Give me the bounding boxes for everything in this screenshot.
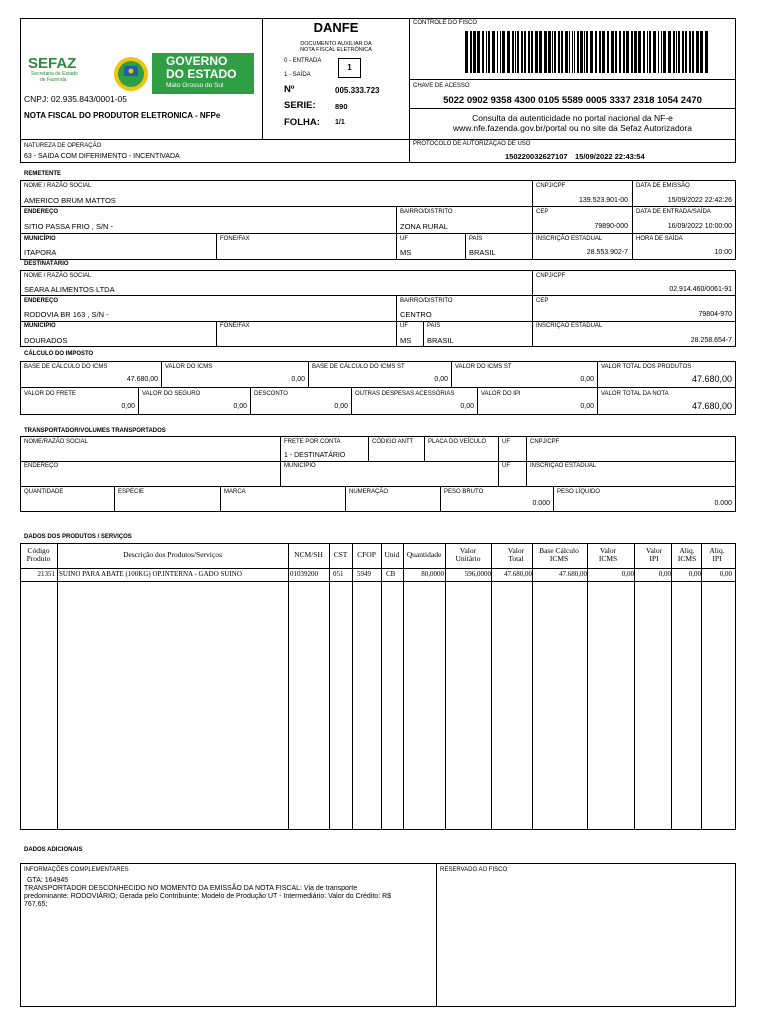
info-line-3: predominante: RODOVIÁRIO; Gerada pelo Contribuinte: Modelo de Produção UT - Intermediário: Valor do Crédito: R$ bbox=[24, 893, 392, 900]
desconto: 0,00 bbox=[334, 403, 348, 410]
barcode-bar bbox=[517, 31, 519, 73]
danfe-numero-label: Nº bbox=[284, 84, 295, 95]
barcode-bar bbox=[521, 31, 523, 73]
col-header-codigo: Código Produto bbox=[26, 546, 51, 563]
transp-peso-bruto-label: PESO BRUTO bbox=[444, 489, 484, 495]
rem-nome-label: NOME / RAZÃO SOCIAL bbox=[24, 183, 92, 189]
barcode-bar bbox=[673, 31, 675, 73]
rem-bairro: ZONA RURAL bbox=[400, 222, 448, 231]
barcode-bar bbox=[678, 31, 680, 73]
rem-hora: 10:00 bbox=[714, 249, 732, 256]
row-valor-total: 47.680,00 bbox=[504, 570, 532, 578]
sefaz-logo-sub1: Secretaria de Estado bbox=[31, 71, 78, 77]
barcode-bar bbox=[661, 31, 662, 73]
info-complementares-label: INFORMAÇÕES COMPLEMENTARES bbox=[24, 867, 129, 873]
barcode-bar bbox=[692, 31, 694, 73]
info-line-4: 767,65; bbox=[24, 901, 48, 908]
rem-pais-label: PAÍS bbox=[469, 236, 483, 242]
row-descricao: SUINO PARA ABATE (100KG) OP.INTERNA - GADO SUINO bbox=[59, 570, 242, 578]
ipi-label: VALOR DO IPI bbox=[481, 391, 521, 397]
barcode-bar bbox=[584, 31, 585, 73]
barcode-bar bbox=[634, 31, 637, 73]
barcode-bar bbox=[631, 31, 633, 73]
seguro-label: VALOR DO SEGURO bbox=[142, 391, 201, 397]
barcode-bar bbox=[554, 31, 556, 73]
rem-hora-label: HORA DE SAÍDA bbox=[636, 236, 683, 242]
col-header-quantidade: Quantidade bbox=[406, 550, 442, 559]
danfe-saida: 1 - SAÍDA bbox=[284, 72, 311, 78]
row-valor-icms: 0,00 bbox=[621, 570, 634, 578]
natureza-value: 63 - SAIDA COM DIFERIMENTO - INCENTIVADA bbox=[24, 153, 180, 160]
barcode-bar bbox=[565, 31, 568, 73]
danfe-entrada: 0 - ENTRADA bbox=[284, 58, 322, 64]
barcode-bar bbox=[497, 31, 498, 73]
barcode-bar bbox=[705, 31, 708, 73]
row-cst: 051 bbox=[333, 570, 344, 578]
dest-cnpj: 02.914.460/0061-91 bbox=[669, 286, 732, 293]
imposto-section-title: CÁLCULO DO IMPOSTO bbox=[24, 351, 94, 357]
gov-logo-line2: DO ESTADO bbox=[166, 67, 237, 81]
barcode-bar bbox=[539, 31, 542, 73]
dest-cnpj-label: CNPJ/CPF bbox=[536, 273, 566, 279]
transp-endereco-label: ENDEREÇO bbox=[24, 463, 59, 469]
frete: 0,00 bbox=[121, 403, 135, 410]
total-prod-label: VALOR TOTAL DOS PRODUTOS bbox=[601, 364, 692, 370]
col-header-valor-ipi: Valor IPI bbox=[645, 546, 663, 563]
table-column-divider bbox=[288, 543, 289, 830]
ipi: 0,00 bbox=[580, 403, 594, 410]
rem-endereco-label: ENDEREÇO bbox=[24, 209, 59, 215]
dest-fone-label: FONE/FAX bbox=[220, 323, 250, 329]
gov-logo-line3: Mato Grosso do Sul bbox=[166, 82, 224, 89]
rem-cep-label: CEP bbox=[536, 209, 549, 215]
rem-ie: 28.553.902-7 bbox=[586, 249, 628, 256]
barcode-bar bbox=[638, 31, 641, 73]
transp-frete: 1 - DESTINATÁRIO bbox=[284, 452, 346, 459]
barcode-bar bbox=[647, 31, 648, 73]
rem-entrada-saida-label: DATA DE ENTRADA/SAÍDA bbox=[636, 209, 711, 215]
barcode-bar bbox=[595, 31, 597, 73]
danfe-subtitle-1: DOCUMENTO AUXILIAR DA bbox=[300, 41, 372, 47]
controle-fisco-label: CONTROLE DO FISCO bbox=[413, 20, 478, 26]
row-aliq-icms: 0,00 bbox=[688, 570, 701, 578]
protocolo-numero: 150220032627107 bbox=[505, 152, 568, 161]
danfe-serie-label: SERIE: bbox=[284, 100, 316, 111]
table-column-divider bbox=[491, 543, 492, 830]
row-unid: CB bbox=[386, 570, 396, 578]
rem-emissao: 15/09/2022 22:42:26 bbox=[667, 197, 732, 204]
rem-uf: MS bbox=[400, 248, 412, 257]
natureza-label: NATUREZA DE OPERAÇÃO bbox=[24, 143, 102, 149]
col-header-cst: CST bbox=[333, 550, 348, 559]
barcode-bar bbox=[607, 31, 609, 73]
issuer-doc-title: NOTA FISCAL DO PRODUTOR ELETRONICA - NFPe bbox=[24, 111, 221, 120]
barcode-bar bbox=[473, 31, 476, 73]
danfe-numero: 005.333.723 bbox=[335, 86, 380, 95]
row-valor-unitario: 596,0000 bbox=[464, 570, 491, 578]
outras-label: OUTRAS DESPESAS ACESSÓRIAS bbox=[355, 391, 455, 397]
dest-ie: 28.258.654-7 bbox=[690, 337, 732, 344]
rem-cnpj: 139.523.901-00 bbox=[578, 197, 628, 204]
row-cfop: 5949 bbox=[357, 570, 371, 578]
transp-frete-label: FRETE POR CONTA bbox=[284, 439, 341, 445]
transp-especie-label: ESPÉCIE bbox=[118, 489, 145, 495]
info-line-2: TRANSPORTADOR DESCONHECIDO NO MOMENTO DA EMISSÃO DA NOTA FISCAL: Via de transporte bbox=[24, 885, 358, 892]
reservado-fisco-label: RESERVADO AO FISCO bbox=[440, 867, 508, 873]
sefaz-logo-text: SEFAZ bbox=[28, 55, 77, 72]
col-header-aliq-ipi: Aliq. IPI bbox=[709, 546, 725, 563]
transp-antt-label: CÓDIGO ANTT bbox=[372, 439, 414, 445]
barcode-bar bbox=[502, 31, 505, 73]
icms-label: VALOR DO ICMS bbox=[165, 364, 213, 370]
rem-emissao-label: DATA DE EMISSÃO bbox=[636, 183, 690, 189]
barcode-bar bbox=[531, 31, 533, 73]
rem-cnpj-label: CNPJ/CPF bbox=[536, 183, 566, 189]
remetente-box bbox=[20, 180, 736, 260]
barcode-bar bbox=[500, 31, 501, 73]
barcode-bar bbox=[486, 31, 487, 73]
row-base-calculo: 47.680,00 bbox=[559, 570, 587, 578]
barcode-bar bbox=[663, 31, 666, 73]
dest-endereco-label: ENDEREÇO bbox=[24, 298, 59, 304]
frete-label: VALOR DO FRETE bbox=[24, 391, 76, 397]
transp-municipio-label: MUNICÍPIO bbox=[284, 463, 316, 469]
barcode-bar bbox=[643, 31, 645, 73]
barcode-bar bbox=[552, 31, 553, 73]
rem-endereco: SITIO PASSA FRIO , S/N - bbox=[24, 222, 114, 231]
rem-cep: 79890-000 bbox=[594, 223, 628, 230]
issuer-cnpj: CNPJ: 02.935.843/0001-05 bbox=[24, 94, 128, 104]
table-column-divider bbox=[445, 543, 446, 830]
transp-marca-label: MARCA bbox=[224, 489, 246, 495]
transp-placa-label: PLACA DO VEÍCULO bbox=[428, 439, 487, 445]
rem-bairro-label: BAIRRO/DISTRITO bbox=[400, 209, 453, 215]
total-prod: 47.680,00 bbox=[691, 374, 732, 384]
transp-qtd-label: QUANTIDADE bbox=[24, 489, 64, 495]
table-column-divider bbox=[381, 543, 382, 830]
transp-numeracao-label: NUMERAÇÃO bbox=[349, 489, 389, 495]
col-header-valor-unitario: Valor Unitário bbox=[455, 546, 481, 563]
barcode-bar bbox=[689, 31, 691, 73]
remetente-section-title: REMETENTE bbox=[24, 171, 62, 177]
governo-estado-logo bbox=[152, 53, 254, 94]
barcode-bar bbox=[653, 31, 656, 73]
rem-entrada-saida: 16/09/2022 10:00:00 bbox=[667, 223, 732, 230]
sefaz-logo-sub2: de Fazenda bbox=[40, 77, 67, 83]
protocolo-label: PROTOCOLO DE AUTORIZAÇÃO DE USO bbox=[413, 141, 531, 147]
info-line-1: GTA: 164945 bbox=[27, 877, 69, 884]
row-aliq-ipi: 0,00 bbox=[719, 570, 732, 578]
table-column-divider bbox=[634, 543, 635, 830]
barcode-bar bbox=[569, 31, 570, 73]
barcode-bar bbox=[477, 31, 480, 73]
col-header-unid: Unid bbox=[384, 550, 400, 559]
bc-icms: 47.680,00 bbox=[126, 376, 158, 383]
col-header-ncm: NCM/SH bbox=[294, 550, 323, 559]
barcode bbox=[465, 31, 710, 73]
dest-pais-label: PAÍS bbox=[427, 323, 441, 329]
barcode-bar bbox=[524, 31, 526, 73]
transp-peso-liquido: 0.000 bbox=[714, 500, 732, 507]
bc-st: 0,00 bbox=[434, 376, 448, 383]
barcode-bar bbox=[558, 31, 560, 73]
row-ncm: 01039200 bbox=[290, 570, 318, 578]
barcode-bar bbox=[465, 31, 468, 73]
barcode-bar bbox=[619, 31, 621, 73]
transportador-section-title: TRANSPORTADOR/VOLUMES TRANSPORTADOS bbox=[24, 428, 166, 434]
col-header-aliq-icms: Aliq. ICMS bbox=[677, 546, 697, 563]
dest-municipio-label: MUNICÍPIO bbox=[24, 323, 56, 329]
adicionais-section-title: DADOS ADICIONAIS bbox=[24, 847, 83, 853]
col-header-cfop: CFOP bbox=[357, 550, 376, 559]
dest-nome: SEARA ALIMENTOS LTDA bbox=[24, 285, 115, 294]
barcode-bar bbox=[599, 31, 601, 73]
danfe-folha: 1/1 bbox=[335, 119, 345, 126]
barcode-bar bbox=[515, 31, 516, 73]
barcode-bar bbox=[580, 31, 583, 73]
danfe-title: DANFE bbox=[313, 20, 359, 35]
barcode-bar bbox=[548, 31, 551, 73]
sefaz-logo bbox=[28, 56, 90, 92]
dest-pais: BRASIL bbox=[427, 336, 454, 345]
dest-bairro-label: BAIRRO/DISTRITO bbox=[400, 298, 453, 304]
icms-st: 0,00 bbox=[580, 376, 594, 383]
dest-nome-label: NOME / RAZÃO SOCIAL bbox=[24, 273, 92, 279]
rem-nome: AMERICO BRUM MATTOS bbox=[24, 196, 116, 205]
col-header-valor-icms: Valor ICMS bbox=[598, 546, 618, 563]
barcode-bar bbox=[682, 31, 684, 73]
barcode-bar bbox=[528, 31, 530, 73]
rem-uf-label: UF bbox=[400, 236, 408, 242]
transp-uf-label: UF bbox=[502, 439, 510, 445]
dest-bairro: CENTRO bbox=[400, 310, 432, 319]
danfe-folha-label: FOLHA: bbox=[284, 117, 320, 128]
dest-cep-label: CEP bbox=[536, 298, 549, 304]
rem-ie-label: INSCRIÇÃO ESTADUAL bbox=[536, 236, 603, 242]
table-column-divider bbox=[352, 543, 353, 830]
table-column-divider bbox=[57, 543, 58, 830]
dest-endereco: RODOVIA BR 163 , S/N - bbox=[24, 310, 109, 319]
table-column-divider bbox=[532, 543, 533, 830]
barcode-bar bbox=[685, 31, 687, 73]
barcode-bar bbox=[611, 31, 614, 73]
col-header-base-calculo: Base Cálculo ICMS bbox=[539, 546, 579, 563]
rem-fone-label: FONE/FAX bbox=[220, 236, 250, 242]
barcode-bar bbox=[574, 31, 575, 73]
chave-acesso-label: CHAVE DE ACESSO bbox=[413, 83, 470, 89]
desconto-label: DESCONTO bbox=[254, 391, 288, 397]
bc-icms-label: BASE DE CÁLCULO DO ICMS bbox=[24, 364, 108, 370]
produtos-section-title: DADOS DOS PRODUTOS / SERVIÇOS bbox=[24, 534, 132, 540]
rem-municipio-label: MUNICÍPIO bbox=[24, 236, 56, 242]
total-nota: 47.680,00 bbox=[691, 401, 732, 411]
transp-nome-label: NOME/RAZÃO SOCIAL bbox=[24, 439, 89, 445]
barcode-bar bbox=[658, 31, 659, 73]
danfe-subtitle-2: NOTA FISCAL ELETRÔNICA bbox=[300, 47, 372, 53]
dest-uf: MS bbox=[400, 336, 412, 345]
table-column-divider bbox=[329, 543, 330, 830]
barcode-bar bbox=[470, 31, 472, 73]
icms-st-label: VALOR DO ICMS ST bbox=[455, 364, 512, 370]
barcode-bar bbox=[602, 31, 605, 73]
dest-uf-label: UF bbox=[400, 323, 408, 329]
barcode-bar bbox=[512, 31, 514, 73]
barcode-bar bbox=[492, 31, 495, 73]
chave-acesso: 5022 0902 9358 4300 0105 5589 0005 3337 2318 1054 2470 bbox=[443, 95, 702, 106]
barcode-bar bbox=[577, 31, 579, 73]
barcode-bar bbox=[668, 31, 671, 73]
dest-municipio: DOURADOS bbox=[24, 336, 68, 345]
transp-peso-bruto: 0.000 bbox=[532, 500, 550, 507]
barcode-bar bbox=[572, 31, 573, 73]
total-nota-label: VALOR TOTAL DA NOTA bbox=[601, 391, 669, 397]
barcode-bar bbox=[586, 31, 588, 73]
barcode-bar bbox=[590, 31, 593, 73]
transp-cnpj-label: CNPJ/CPF bbox=[530, 439, 560, 445]
outras: 0,00 bbox=[460, 403, 474, 410]
transp-uf2-label: UF bbox=[502, 463, 510, 469]
barcode-bar bbox=[488, 31, 490, 73]
destinatario-section-title: DESTINATÁRIO bbox=[24, 261, 69, 267]
row-quantidade: 80,0000 bbox=[421, 570, 444, 578]
col-header-descricao: Descrição dos Produtos/Serviços bbox=[123, 550, 222, 559]
danfe-serie: 890 bbox=[335, 102, 348, 111]
gov-logo-line1: GOVERNO bbox=[166, 54, 228, 68]
row-codigo: 21351 bbox=[37, 570, 55, 578]
rem-pais: BRASIL bbox=[469, 248, 496, 257]
barcode-bar bbox=[615, 31, 617, 73]
barcode-bar bbox=[535, 31, 538, 73]
table-column-divider bbox=[403, 543, 404, 830]
transp-ie-label: INSCRIÇÃO ESTADUAL bbox=[530, 463, 597, 469]
produtos-table bbox=[20, 543, 736, 830]
icms: 0,00 bbox=[291, 376, 305, 383]
row-valor-ipi: 0,00 bbox=[658, 570, 671, 578]
dest-ie-label: INSCRIÇÃO ESTADUAL bbox=[536, 323, 603, 329]
barcode-bar bbox=[544, 31, 547, 73]
barcode-bar bbox=[561, 31, 563, 73]
barcode-bar bbox=[676, 31, 677, 73]
barcode-bar bbox=[507, 31, 510, 73]
protocolo-data: 15/09/2022 22:43:54 bbox=[575, 152, 645, 161]
consulta-line-1: Consulta da autenticidade no portal nacional da NF-e bbox=[472, 113, 673, 123]
table-column-divider bbox=[701, 543, 702, 830]
seguro: 0,00 bbox=[233, 403, 247, 410]
table-column-divider bbox=[587, 543, 588, 830]
state-coat-of-arms-icon bbox=[112, 55, 150, 93]
dest-cep: 79804-970 bbox=[698, 311, 732, 318]
barcode-bar bbox=[626, 31, 629, 73]
barcode-bar bbox=[700, 31, 703, 73]
table-column-divider bbox=[671, 543, 672, 830]
bc-st-label: BASE DE CÁLCULO DO ICMS ST bbox=[312, 364, 405, 370]
barcode-bar bbox=[482, 31, 484, 73]
col-header-valor-total: Valor Total bbox=[507, 546, 525, 563]
transp-peso-liquido-label: PESO LÍQUIDO bbox=[557, 489, 601, 495]
consulta-line-2: www.nfe.fazenda.gov.br/portal ou no site da Sefaz Autorizadora bbox=[453, 123, 692, 133]
rem-municipio: ITAPORA bbox=[24, 248, 57, 257]
barcode-bar bbox=[649, 31, 651, 73]
danfe-tipo: 1 bbox=[347, 63, 352, 72]
barcode-bar bbox=[623, 31, 625, 73]
barcode-bar bbox=[696, 31, 699, 73]
